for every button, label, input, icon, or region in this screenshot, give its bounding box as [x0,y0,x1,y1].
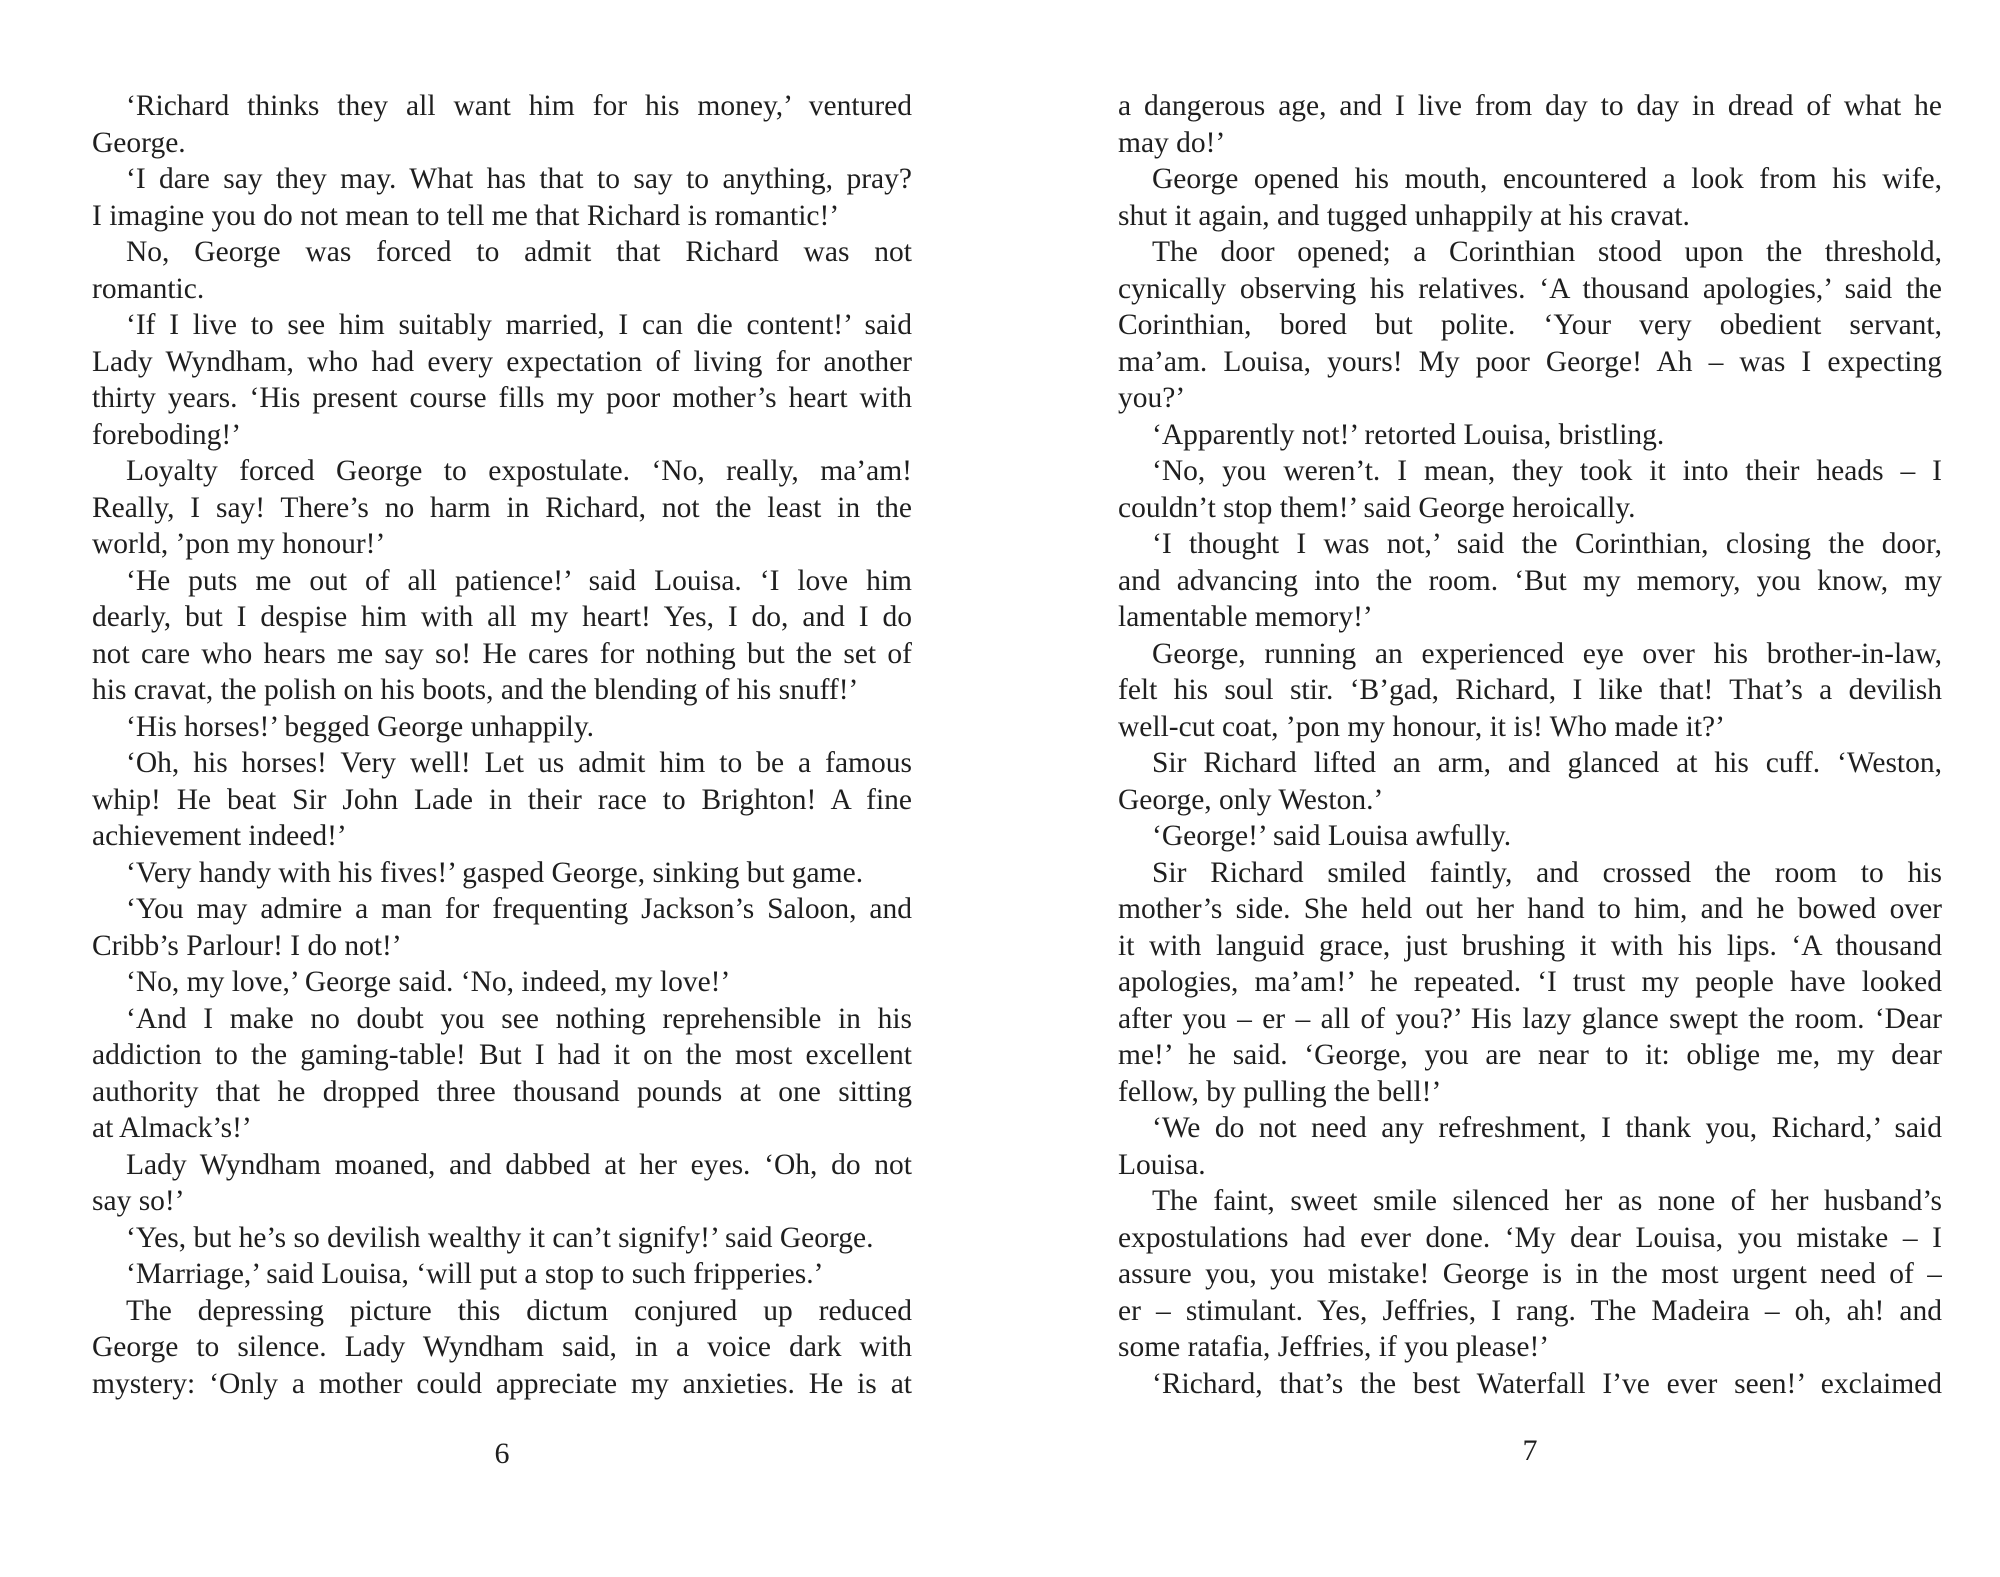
text-line: The faint, sweet smile silenced her as none of her husband’s [1152,1185,1942,1217]
text-line: The door opened; a Corinthian stood upon the threshold, [1152,236,1942,268]
text-line: Sir Richard lifted an arm, and glanced at his cuff. ‘Weston, [1152,747,1942,779]
text-line: whip! He beat Sir John Lade in their race to Brighton! A fine [92,783,912,816]
text-line: mystery: ‘Only a mother could appreciate my anxieties. He is at [92,1367,912,1400]
text-line: No, George was forced to admit that Richard was not [126,236,912,268]
text-line: apologies, ma’am!’ he repeated. ‘I trust my people have looked [1118,966,1942,998]
text-line: ‘Marriage,’ said Louisa, ‘will put a stop to such fripperies.’ [126,1258,824,1290]
text-line: world, ’pon my honour!’ [92,528,386,560]
text-line: ‘Richard, that’s the best Waterfall I’ve ever seen!’ exclaimed [1152,1367,1942,1400]
text-line: ‘And I make no doubt you see nothing reprehensible in his [126,1002,912,1035]
text-line: ‘Apparently not!’ retorted Louisa, bristling. [1152,418,1665,451]
left-page-text [92,88,912,1402]
text-line: and advancing into the room. ‘But my memory, you know, my [1118,564,1942,597]
text-line: say so!’ [92,1185,185,1217]
left-page [92,0,912,1577]
text-line: ‘You may admire a man for frequenting Jackson’s Saloon, and [126,893,912,925]
text-line: may do!’ [1118,126,1226,159]
text-line: ‘George!’ said Louisa awfully. [1152,820,1512,852]
text-line: dearly, but I despise him with all my heart! Yes, I do, and I do [92,601,912,633]
text-line: ‘I dare say they may. What has that to say to anything, pray? [126,163,912,195]
text-line: shut it again, and tugged unhappily at his cravat. [1118,199,1690,232]
text-line: Cribb’s Parlour! I do not!’ [92,929,402,962]
text-line: cynically observing his relatives. ‘A thousand apologies,’ said the [1118,272,1942,305]
text-line: Lady Wyndham moaned, and dabbed at her eyes. ‘Oh, do not [126,1148,912,1181]
text-line: lamentable memory!’ [1118,601,1373,633]
text-line: addiction to the gaming-table! But I had it on the most excellent [92,1039,912,1071]
right-page-text [1118,88,1942,1402]
text-line: mother’s side. She held out her hand to him, and he bowed over [1118,893,1942,925]
text-line: authority that he dropped three thousand pounds at one sitting [92,1075,912,1108]
text-line: George opened his mouth, encountered a look from his wife, [1152,163,1942,195]
text-line: ‘Richard thinks they all want him for his money,’ ventured [126,90,912,122]
text-line: Louisa. [1118,1148,1206,1181]
right-page [1118,0,1942,1577]
page-number-right: 7 [1522,1434,1538,1467]
text-line: ‘Very handy with his fives!’ gasped George, sinking but game. [126,856,864,889]
text-line: a dangerous age, and I live from day to day in dread of what he [1118,90,1942,122]
text-line: ‘No, my love,’ George said. ‘No, indeed, my love!’ [126,966,731,998]
text-line: you?’ [1118,382,1186,414]
text-line: ‘If I live to see him suitably married, I can die content!’ said [126,309,912,341]
text-line: ‘No, you weren’t. I mean, they took it into their heads – I [1152,455,1942,487]
text-line: ‘Yes, but he’s so devilish wealthy it can’t signify!’ said George. [126,1221,874,1254]
text-line: ‘I thought I was not,’ said the Corinthian, closing the door, [1152,528,1942,560]
text-line: not care who hears me say so! He cares for nothing but the set of [92,637,912,670]
text-line: well-cut coat, ’pon my honour, it is! Who made it?’ [1118,710,1725,743]
text-line: me!’ he said. ‘George, you are near to it: oblige me, my dear [1118,1039,1942,1071]
text-line: The depressing picture this dictum conjured up reduced [126,1294,912,1327]
text-line: felt his soul stir. ‘B’gad, Richard, I like that! That’s a devilish [1118,674,1942,706]
page-number-left: 6 [494,1437,510,1470]
text-line: fellow, by pulling the bell!’ [1118,1075,1442,1108]
text-line: George, running an experienced eye over his brother-in-law, [1152,637,1942,670]
text-line: it with languid grace, just brushing it with his lips. ‘A thousand [1118,929,1942,962]
text-line: achievement indeed!’ [92,820,347,852]
text-line: foreboding!’ [92,418,242,451]
text-line: ‘Oh, his horses! Very well! Let us admit him to be a famous [126,747,912,779]
text-line: couldn’t stop them!’ said George heroically. [1118,491,1636,524]
text-line: Sir Richard smiled faintly, and crossed the room to his [1152,856,1942,889]
text-line: romantic. [92,272,205,305]
text-line: assure you, you mistake! George is in the most urgent need of – [1118,1258,1942,1290]
text-line: some ratafia, Jeffries, if you please!’ [1118,1331,1550,1363]
text-line: er – stimulant. Yes, Jeffries, I rang. The Madeira – oh, ah! and [1118,1294,1942,1327]
text-line: George to silence. Lady Wyndham said, in a voice dark with [92,1331,912,1363]
text-line: George. [92,126,186,159]
text-line: George, only Weston.’ [1118,783,1384,816]
text-line: ‘His horses!’ begged George unhappily. [126,710,595,743]
text-line: Loyalty forced George to expostulate. ‘No, really, ma’am! [126,455,912,487]
text-line: ‘He puts me out of all patience!’ said Louisa. ‘I love him [126,564,912,597]
text-line: his cravat, the polish on his boots, and the blending of his snuff!’ [92,674,859,706]
text-line: Really, I say! There’s no harm in Richard, not the least in the [92,491,912,524]
text-line: thirty years. ‘His present course fills my poor mother’s heart with [92,382,912,414]
text-line: at Almack’s!’ [92,1112,252,1144]
text-line: Lady Wyndham, who had every expectation of living for another [92,345,912,378]
text-line: I imagine you do not mean to tell me that Richard is romantic!’ [92,199,840,232]
text-line: after you – er – all of you?’ His lazy glance swept the room. ‘Dear [1118,1002,1942,1035]
text-line: ‘We do not need any refreshment, I thank you, Richard,’ said [1152,1112,1942,1144]
text-line: ma’am. Louisa, yours! My poor George! Ah – was I expecting [1118,345,1942,378]
text-line: Corinthian, bored but polite. ‘Your very obedient servant, [1118,309,1942,341]
text-line: expostulations had ever done. ‘My dear Louisa, you mistake – I [1118,1221,1942,1254]
